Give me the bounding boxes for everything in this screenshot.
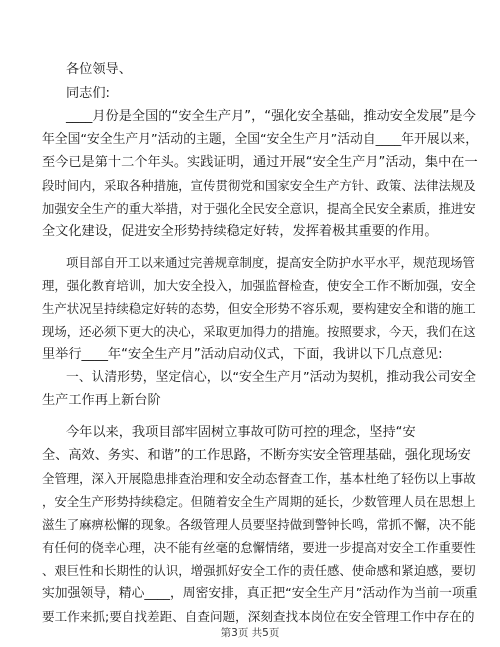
paragraph-line: 年全国“安全生产月”活动的主题，全国“安全生产月”活动自____年开展以来， (42, 132, 479, 147)
paragraph-line: 有任何的侥幸心理，决不能有丝毫的怠懈情绪，要进一步提高对安全工作重要性 (42, 540, 476, 555)
paragraph-line: 实加强领导，精心____，周密安排，真正把“安全生产月”活动作为当前一项重 (42, 586, 478, 601)
paragraph-line: 全文化建设，促进安全形势持续稳定好转，发挥着极其重要的作用。 (42, 224, 438, 239)
paragraph-line: 全、高效、务实、和谐”的工作思路，不断夯实安全管理基础，强化现场安 (42, 448, 471, 463)
paragraph-line: 加强安全生产的重大举措，对于强化全民安全意识，提高全民安全素质，推进安 (42, 201, 476, 216)
paragraph-line: 全管理，深入开展隐患排查治理和安全动态督查工作，基本杜绝了轻伤以上事故 (42, 471, 476, 486)
paragraph-line: 今年以来，我项目部牢固树立事故可防可控的理念，坚持“安 (66, 425, 416, 440)
salutation: 同志们: (66, 86, 111, 101)
paragraph-line: 项目部自开工以来通过完善规章制度，提高安全防护水平水平，规范现场管 (66, 255, 475, 270)
paragraph-line: 至今已是第十二个年头。实践证明，通过开展“安全生产月”活动，集中在一 (42, 155, 478, 170)
paragraph-line: 段时间内，采取各种措施，宣传贯彻党和国家安全生产方针、政策、法律法规及 (42, 178, 476, 193)
paragraph-line: 要工作来抓;要自找差距、自查问题，深刻查找本岗位在安全管理工作中存在的 (42, 609, 475, 624)
paragraph-line: 生产状况呈持续稳定好转的态势，但安全形势不容乐观，要构建安全和谐的施工 (42, 301, 476, 316)
paragraph-line: 理，强化教育培训，加大安全投入，加强监督检查，使安全工作不断加强，安全 (42, 278, 476, 293)
paragraph-line: 里举行____年“安全生产月”活动启动仪式，下面，我讲以下几点意见: (42, 347, 443, 362)
paragraph-line: 现场，还必须下更大的决心，采取更加得力的措施。按照要求，今天，我们在这 (42, 324, 476, 339)
paragraph-line: ，安全生产形势持续稳定。但随着安全生产周期的延长，少数管理人员在思想上 (42, 494, 476, 509)
greeting: 各位领导、 (66, 62, 132, 77)
page-number-footer: 第3页 共5页 (220, 627, 280, 639)
paragraph-line: ____月份是全国的“安全生产月”，“强化安全基础，推动安全发展”是今 (66, 109, 476, 124)
paragraph-line: 、艰巨性和长期性的认识，增强抓好安全工作的责任感、使命感和紧迫感，要切 (42, 563, 476, 578)
section-heading: 一、认清形势，坚定信心，以“安全生产月”活动为契机，推动我公司安全 (66, 370, 476, 385)
section-heading: 生产工作再上新台阶 (42, 393, 161, 408)
paragraph-line: 滋生了麻痹松懈的现象。各级管理人员要坚持做到警钟长鸣，常抓不懈，决不能 (42, 517, 476, 532)
